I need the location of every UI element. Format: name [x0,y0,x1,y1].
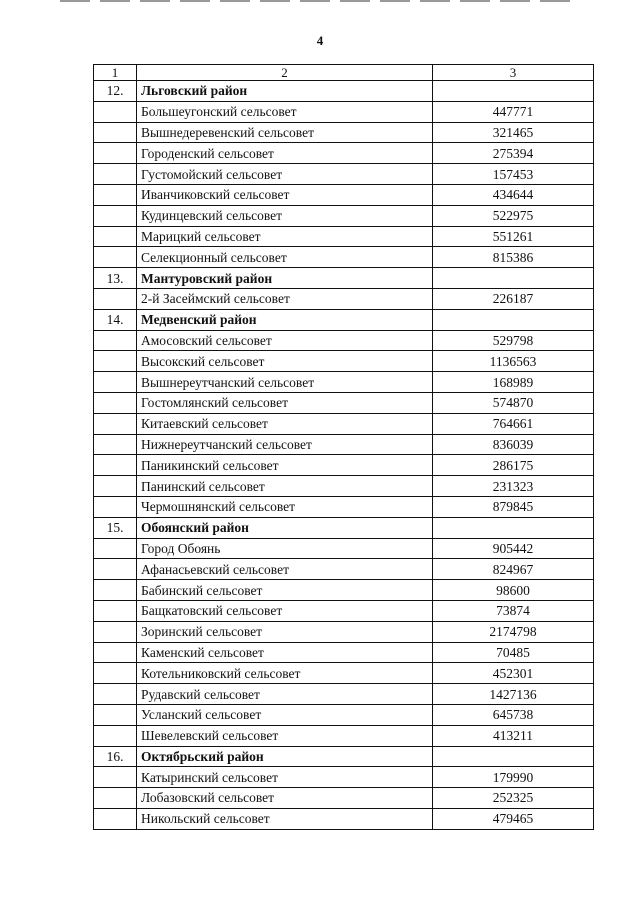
amount-value: 447771 [433,101,594,122]
amount-value [433,746,594,767]
row-number: 16. [94,746,137,767]
amount-value: 879845 [433,496,594,517]
table-row [94,434,594,455]
amount-value: 1427136 [433,684,594,705]
row-number [94,476,137,497]
settlement-name: Селекционный сельсовет [137,247,433,268]
table-row [94,621,594,642]
settlement-name: Усланский сельсовет [137,704,433,725]
amount-value: 226187 [433,288,594,309]
amount-value: 73874 [433,600,594,621]
row-number [94,226,137,247]
row-number [94,247,137,268]
table-row [94,580,594,601]
table-row [94,476,594,497]
settlement-name: Лобазовский сельсовет [137,788,433,809]
page-number: 4 [316,33,324,48]
table-row [94,808,594,829]
amount-value: 231323 [433,476,594,497]
settlement-name: Чермошнянский сельсовет [137,496,433,517]
table-row [94,767,594,788]
row-number [94,372,137,393]
settlement-name: 2-й Засеймский сельсовет [137,288,433,309]
row-number: 12. [94,81,137,102]
settlement-name: Панинский сельсовет [137,476,433,497]
table-row [94,663,594,684]
settlement-name: Город Обоянь [137,538,433,559]
row-number [94,559,137,580]
amount-value: 321465 [433,122,594,143]
table-row [94,226,594,247]
row-number [94,684,137,705]
row-number [94,413,137,434]
row-number [94,663,137,684]
column-header-2: 2 [137,65,433,81]
table-row [94,642,594,663]
amount-value: 479465 [433,808,594,829]
district-row [94,81,594,102]
row-number [94,496,137,517]
amount-value: 252325 [433,788,594,809]
table-row [94,101,594,122]
settlement-name: Марицкий сельсовет [137,226,433,247]
settlement-name: Катыринский сельсовет [137,767,433,788]
table-header-row [94,65,594,81]
amount-value: 70485 [433,642,594,663]
row-number [94,725,137,746]
row-number: 14. [94,309,137,330]
amount-value: 413211 [433,725,594,746]
row-number [94,143,137,164]
table-row [94,704,594,725]
table-row [94,725,594,746]
settlement-name: Иванчиковский сельсовет [137,184,433,205]
amount-value: 286175 [433,455,594,476]
settlement-name: Шевелевский сельсовет [137,725,433,746]
settlement-name: Рудавский сельсовет [137,684,433,705]
settlement-name: Густомойский сельсовет [137,164,433,185]
amount-value: 275394 [433,143,594,164]
row-number [94,392,137,413]
settlement-name: Кудинцевский сельсовет [137,205,433,226]
table-row [94,538,594,559]
table-row [94,559,594,580]
settlement-name: Афанасьевский сельсовет [137,559,433,580]
amount-value: 2174798 [433,621,594,642]
amount-value: 157453 [433,164,594,185]
row-number [94,767,137,788]
settlement-name: Вышнереутчанский сельсовет [137,372,433,393]
allocation-table [93,64,594,830]
district-row [94,309,594,330]
row-number [94,101,137,122]
column-header-3: 3 [433,65,594,81]
amount-value: 836039 [433,434,594,455]
row-number [94,538,137,559]
amount-value: 905442 [433,538,594,559]
settlement-name: Гостомлянский сельсовет [137,392,433,413]
district-name: Октябрьский район [137,746,433,767]
settlement-name: Зоринский сельсовет [137,621,433,642]
row-number [94,600,137,621]
district-name: Медвенский район [137,309,433,330]
table-row [94,184,594,205]
table-row [94,413,594,434]
settlement-name: Вышнедеревенский сельсовет [137,122,433,143]
amount-value: 764661 [433,413,594,434]
table-row [94,372,594,393]
table-row [94,600,594,621]
table-row [94,143,594,164]
table-body [94,65,594,830]
settlement-name: Никольский сельсовет [137,808,433,829]
table-row [94,205,594,226]
amount-value: 529798 [433,330,594,351]
amount-value: 168989 [433,372,594,393]
settlement-name: Большеугонский сельсовет [137,101,433,122]
settlement-name: Каменский сельсовет [137,642,433,663]
amount-value: 815386 [433,247,594,268]
row-number: 13. [94,268,137,289]
amount-value: 452301 [433,663,594,684]
amount-value [433,517,594,538]
settlement-name: Амосовский сельсовет [137,330,433,351]
amount-value [433,309,594,330]
table-row [94,684,594,705]
district-name: Обоянский район [137,517,433,538]
settlement-name: Паникинский сельсовет [137,455,433,476]
row-number [94,434,137,455]
table-row [94,164,594,185]
row-number [94,122,137,143]
row-number [94,351,137,372]
amount-value: 1136563 [433,351,594,372]
settlement-name: Нижнереутчанский сельсовет [137,434,433,455]
settlement-name: Высокский сельсовет [137,351,433,372]
scan-edge-line [60,0,580,2]
row-number [94,580,137,601]
row-number [94,184,137,205]
amount-value [433,268,594,289]
row-number [94,205,137,226]
settlement-name: Бабинский сельсовет [137,580,433,601]
row-number [94,808,137,829]
table-row [94,788,594,809]
district-row [94,268,594,289]
row-number [94,642,137,663]
table-row [94,330,594,351]
row-number [94,288,137,309]
amount-value: 434644 [433,184,594,205]
column-header-1: 1 [94,65,137,81]
row-number [94,621,137,642]
row-number [94,704,137,725]
amount-value: 98600 [433,580,594,601]
table-row [94,455,594,476]
district-name: Мантуровский район [137,268,433,289]
amount-value: 574870 [433,392,594,413]
district-row [94,517,594,538]
amount-value [433,81,594,102]
district-name: Льговский район [137,81,433,102]
table-row [94,288,594,309]
table-row [94,122,594,143]
settlement-name: Городенский сельсовет [137,143,433,164]
row-number [94,788,137,809]
settlement-name: Китаевский сельсовет [137,413,433,434]
amount-value: 179990 [433,767,594,788]
settlement-name: Бащкатовский сельсовет [137,600,433,621]
table-row [94,247,594,268]
table-row [94,351,594,372]
settlement-name: Котельниковский сельсовет [137,663,433,684]
amount-value: 824967 [433,559,594,580]
row-number [94,164,137,185]
district-row [94,746,594,767]
amount-value: 522975 [433,205,594,226]
amount-value: 551261 [433,226,594,247]
table-row [94,392,594,413]
row-number [94,330,137,351]
row-number [94,455,137,476]
row-number: 15. [94,517,137,538]
amount-value: 645738 [433,704,594,725]
table-row [94,496,594,517]
